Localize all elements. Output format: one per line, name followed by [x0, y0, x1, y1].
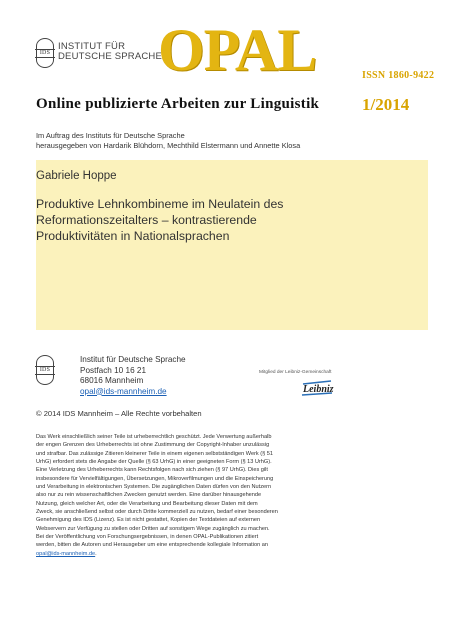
commission-line-2: herausgegeben von Hardarik Blühdorn, Mechthild Elstermann und Annette Klosa — [36, 141, 301, 150]
legal-line: insbesondere für Vervielfältigungen, Übersetzungen, Mikroverfilmungen und die Einspeicherung — [36, 475, 274, 482]
ids-logo-text: IDS — [39, 50, 51, 56]
article-title — [36, 196, 336, 244]
leibniz-logo — [300, 378, 334, 398]
legal-line: also nur zu rein wissenschaftlichen Zwecken genutzt werden. Eine darüber hinausgehende — [36, 492, 262, 499]
legal-line: Eine Verletzung des Urheberrechts kann Rechtsfolgen nach sich ziehen (§ 97 UrhG). Dies gilt — [36, 467, 268, 474]
title-line-2: Reformationszeitalters – kontrastierende — [36, 213, 257, 227]
legal-email-link[interactable]: opal@ids-mannheim.de — [36, 550, 96, 557]
issn: ISSN 1860-9422 — [362, 70, 435, 81]
legal-line: und Verarbeitung in elektronischen Systemen. Die zugänglichen Daten dürfen von den Nutzern — [36, 484, 272, 491]
legal-line: der engen Grenzen des Urheberrechts ist ohne Zustimmung der Copyright-Inhaber unzulässig — [36, 442, 270, 449]
contact-email-link[interactable]: opal@ids-mannheim.de — [80, 386, 167, 396]
title-line-3: Produktivitäten in Nationalsprachen — [36, 229, 230, 243]
ids-logo-small — [36, 355, 54, 385]
commission-line-1: Im Auftrag des Instituts für Deutsche Sprache — [36, 131, 185, 140]
contact-postbox: Postfach 10 16 21 — [80, 365, 147, 375]
legal-line: Webservern zur Verfügung zu stellen oder Dritten auf sonstigem Wege zugänglich zu machen. — [36, 525, 270, 532]
legal-email-suffix: . — [95, 550, 97, 557]
legal-line: UrhG) erfordert stets die Angabe der Quelle (§ 63 UrhG) in einer geeigneten Form (§ 13 UrhG). — [36, 459, 272, 466]
title-block — [36, 160, 428, 330]
ids-logo — [36, 38, 54, 68]
contact-city: 68016 Mannheim — [80, 376, 144, 385]
legal-line: Bei der Veröffentlichung von Forschungsergebnissen, in denen OPAL-Publikationen zitiert — [36, 534, 259, 541]
series-title: OPAL — [158, 17, 317, 83]
title-line-1: Produktive Lehnkombineme im Neulatein des — [36, 197, 284, 211]
contact-address — [80, 355, 186, 397]
institute-line-2: DEUTSCHE SPRACHE — [58, 51, 163, 62]
legal-line: Genehmigung des IDS (Lizenz). Es ist nicht gestattet, Kopien der Textdateien auf externen — [36, 517, 261, 524]
legal-email-line — [36, 550, 426, 558]
issue-number: 1/2014 — [362, 95, 410, 114]
commission-text — [36, 131, 300, 151]
legal-line: und strafbar. Das zulässige Zitieren kleinerer Teile in einem eigenen selbstständigen Werk (§ 51 — [36, 450, 274, 457]
legal-line: Zweck, sie anschließend selbst oder durch Dritte kommerziell zu nutzen, bedarf einer besonderen — [36, 509, 278, 516]
series-subtitle: Online publizierte Arbeiten zur Linguistik — [36, 96, 320, 112]
institute-line-1: INSTITUT FÜR — [58, 41, 126, 52]
copyright-notice: © 2014 IDS Mannheim – Alle Rechte vorbehalten — [36, 409, 202, 418]
author-name: Gabriele Hoppe — [36, 170, 117, 182]
legal-line: Nutzung, gleich welcher Art, oder die Verarbeitung und Bearbeitung dieser Daten mit dem — [36, 500, 258, 507]
institute-name — [58, 42, 162, 62]
legal-notice — [36, 433, 426, 558]
legal-line: werden, bitten die Autoren und Herausgeber um eine entsprechende kollegiale Information an — [36, 542, 268, 549]
leibniz-membership-note: Mitglied der Leibniz-Gemeinschaft — [259, 370, 332, 375]
leibniz-logo-text: Leibniz — [303, 384, 334, 395]
ids-logo-small-text: IDS — [39, 367, 51, 373]
contact-name: Institut für Deutsche Sprache — [80, 355, 186, 364]
legal-line: Das Werk einschließlich seiner Teile ist urheberrechtlich geschützt. Jede Verwertung außerhalb — [36, 434, 272, 440]
